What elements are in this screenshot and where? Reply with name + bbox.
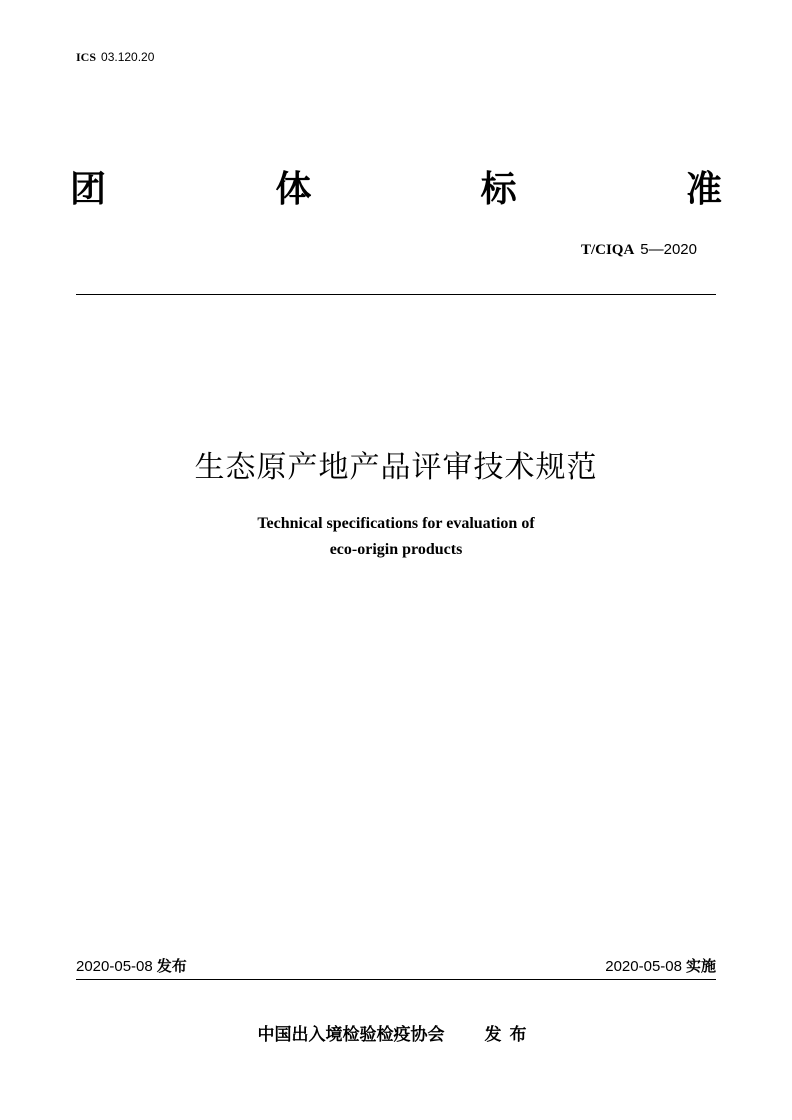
top-divider [76, 294, 716, 295]
standard-type-char-3: 标 [480, 168, 517, 210]
english-title-line-2: eco-origin products [329, 541, 463, 558]
standard-type-char-1: 团 [70, 168, 107, 210]
implement-label: 实施 [685, 957, 716, 975]
ics-code: 03.120.20 [101, 50, 155, 64]
publisher-action: 发布 [484, 1025, 535, 1045]
standard-type-char-4: 准 [685, 168, 722, 210]
bottom-divider [76, 979, 716, 980]
chinese-title: 生态原产地产品评审技术规范 [194, 450, 598, 485]
ics-label: ICS [76, 50, 97, 64]
issue-date-block [76, 955, 187, 976]
issue-label: 发布 [156, 957, 187, 975]
implement-date-block [605, 955, 716, 976]
standard-number-value: 5—2020 [640, 241, 697, 258]
standard-number-prefix: T/CIQA [580, 242, 635, 258]
publisher-line [0, 1020, 792, 1045]
implement-date: 2020-05-08 [605, 958, 682, 975]
standard-type-char-2: 体 [275, 168, 312, 210]
standard-type-heading [70, 158, 722, 214]
standard-number [581, 240, 697, 259]
publisher-name: 中国出入境检验检疫协会 [257, 1025, 445, 1045]
english-title-line-1: Technical specifications for evaluation of [257, 515, 535, 532]
ics-code-line [76, 50, 154, 65]
dates-row [76, 955, 716, 976]
issue-date: 2020-05-08 [76, 958, 153, 975]
